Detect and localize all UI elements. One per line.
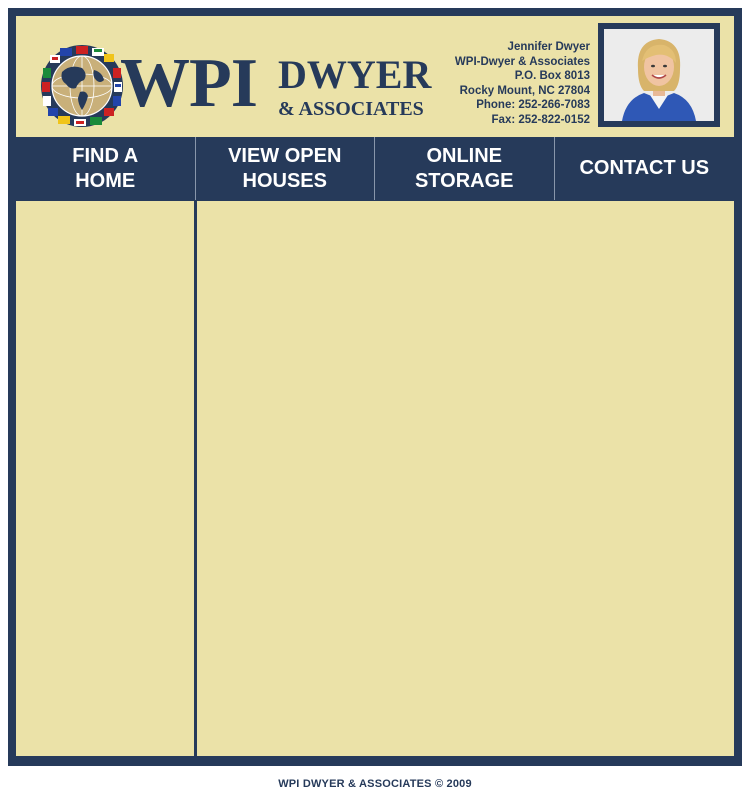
nav-find-a-home-line2: HOME <box>75 169 136 192</box>
contact-po-box: P.O. Box 8013 <box>514 70 590 82</box>
nav-online-storage[interactable] <box>375 137 555 200</box>
agent-portrait-icon <box>604 29 714 121</box>
footer-copyright: WPI DWYER & ASSOCIATES © 2009 <box>278 778 472 790</box>
page-frame <box>8 8 742 766</box>
nav-contact-us-label: CONTACT US <box>579 157 710 179</box>
nav-find-a-home-line1: FIND A <box>72 144 139 167</box>
nav-view-open-houses-line1: VIEW OPEN <box>228 144 342 167</box>
contact-city: Rocky Mount, NC 27804 <box>459 84 590 97</box>
logo-wpi-text: WPI <box>120 45 257 122</box>
nav-online-storage-line1: ONLINE <box>426 144 503 167</box>
nav-contact-us[interactable] <box>555 137 735 200</box>
contact-info <box>455 40 590 127</box>
logo-associates-text: & ASSOCIATES <box>278 98 424 120</box>
globe-logo-icon <box>40 44 124 128</box>
contact-phone: Phone: 252-266-7083 <box>476 99 590 111</box>
nav-online-storage-line2: STORAGE <box>414 169 514 192</box>
left-sidebar <box>16 201 194 756</box>
nav-view-open-houses[interactable] <box>196 137 376 200</box>
agent-photo-frame <box>598 23 720 127</box>
logo-dwyer-text: DWYER <box>278 52 432 97</box>
main-nav <box>16 137 734 200</box>
main-content <box>197 201 734 756</box>
contact-company: WPI-Dwyer & Associates <box>454 55 590 68</box>
nav-find-a-home[interactable] <box>16 137 196 200</box>
contact-name: Jennifer Dwyer <box>507 41 590 53</box>
contact-fax: Fax: 252-822-0152 <box>491 113 590 126</box>
nav-view-open-houses-line2: HOUSES <box>242 169 327 192</box>
agent-photo <box>604 29 714 121</box>
